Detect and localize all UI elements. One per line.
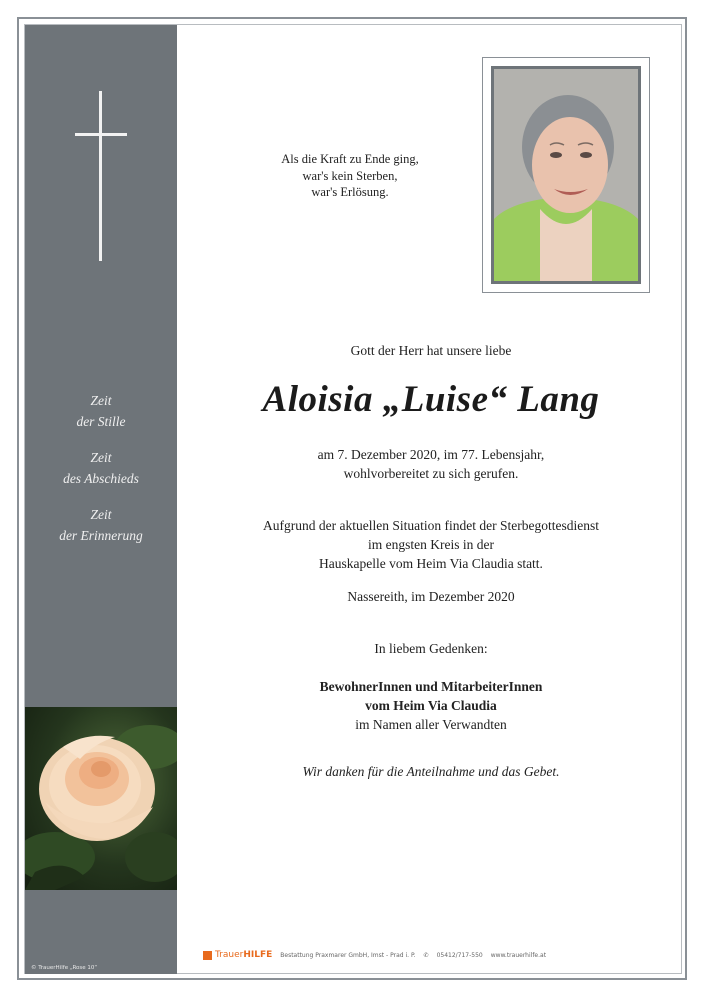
date-line: wohlvorbereitet zu sich gerufen. [343, 466, 519, 481]
poem-line: der Erinnerung [59, 528, 143, 543]
notice-line: im engsten Kreis in der [368, 537, 494, 552]
mourners [186, 677, 676, 734]
logo-trauer: Trauer [215, 950, 244, 960]
memory-heading: In liebem Gedenken: [374, 641, 488, 656]
mourners-line: im Namen aller Verwandten [355, 717, 507, 732]
portrait-photo [491, 66, 641, 284]
notice-line: Aufgrund der aktuellen Situation findet der Sterbegottesdienst [263, 518, 599, 533]
deceased-name: Aloisia „Luise“ Lang [262, 379, 600, 420]
side-poem [25, 390, 177, 561]
poem-stanza [25, 390, 177, 432]
footer-website[interactable]: www.trauerhilfe.at [490, 951, 547, 959]
verse-line: war's kein Sterben, [302, 168, 398, 183]
mourners-line: BewohnerInnen und MitarbeiterInnen [319, 679, 543, 694]
poem-line: Zeit [90, 450, 112, 465]
poem-stanza [25, 447, 177, 489]
phone-icon: ✆ [423, 951, 429, 959]
mourners-line: vom Heim Via Claudia [365, 698, 497, 713]
poem-line: Zeit [90, 507, 112, 522]
verse [240, 151, 460, 201]
footer [203, 950, 546, 960]
verse-line: Als die Kraft zu Ende ging, [281, 152, 419, 166]
image-credit: © TrauerHilfe „Rose 10“ [31, 965, 98, 971]
poem-line: des Abschieds [63, 471, 139, 486]
thanks-text: Wir danken für die Anteilnahme und das Gebet. [302, 764, 560, 779]
notice-line: Hauskapelle vom Heim Via Claudia statt. [319, 556, 543, 571]
logo [215, 950, 272, 960]
footer-phone: 05412/717-550 [436, 951, 483, 959]
poem-line: Zeit [90, 393, 112, 408]
service-notice [186, 516, 676, 573]
footer-company: Bestattung Praxmarer GmbH, Imst - Prad i. P. [280, 951, 416, 959]
death-date [186, 445, 676, 483]
poem-line: der Stille [76, 414, 126, 429]
logo-hilfe: HILFE [243, 950, 273, 960]
rose-image [25, 707, 177, 890]
logo-icon [203, 951, 212, 960]
portrait-frame [482, 57, 650, 293]
intro-text: Gott der Herr hat unsere liebe [350, 343, 512, 358]
poem-stanza [25, 504, 177, 546]
verse-line: war's Erlösung. [311, 185, 389, 199]
date-line: am 7. Dezember 2020, im 77. Lebensjahr, [317, 447, 545, 462]
cross-icon [75, 91, 127, 261]
side-panel [25, 25, 177, 974]
place-date: Nassereith, im Dezember 2020 [347, 589, 515, 604]
